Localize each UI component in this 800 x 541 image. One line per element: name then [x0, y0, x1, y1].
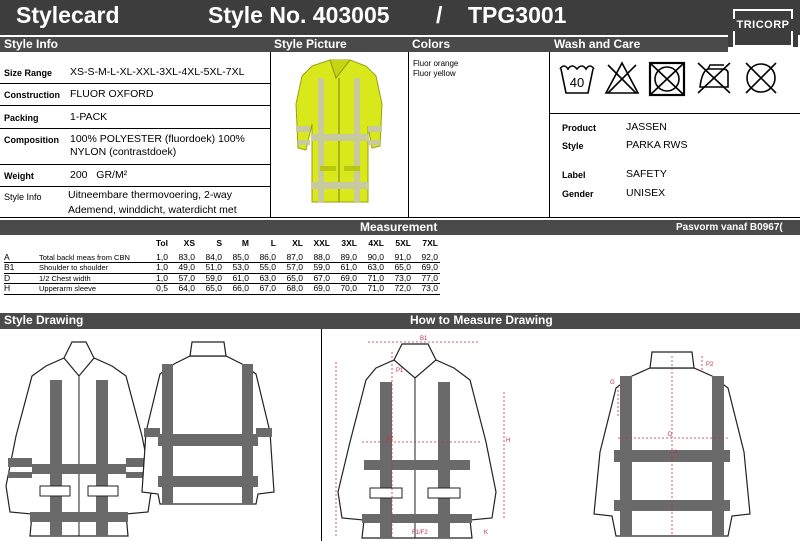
style-drawing-heading: Style Drawing — [0, 313, 322, 329]
style-value: PARKA RWS — [626, 139, 688, 151]
cell: 87,0 — [286, 251, 303, 262]
wash-care-heading: Wash and Care — [550, 37, 728, 52]
col-header: Tol — [155, 238, 168, 248]
mark-p1: P1 — [396, 368, 404, 374]
cell: 67,0 — [259, 283, 276, 293]
style-code: TPG3001 — [468, 2, 567, 28]
color-fluor-yellow: Fluor yellow — [413, 69, 456, 78]
gender-label: Gender — [562, 189, 594, 199]
cell: 91,0 — [394, 251, 411, 262]
cell: 59,0 — [205, 272, 222, 283]
cell: 57,0 — [286, 262, 303, 272]
col-header: 3XL — [341, 238, 357, 248]
row-name: Upperarm sleeve — [39, 284, 97, 293]
cell: 83,0 — [178, 251, 195, 262]
col-header: XS — [183, 238, 195, 248]
cell: 0,5 — [156, 283, 168, 293]
how-to-measure-heading — [322, 313, 800, 329]
label-label: Label — [562, 170, 586, 180]
cell: 55,0 — [259, 262, 276, 272]
cell: 61,0 — [340, 262, 357, 272]
cell: 66,0 — [232, 283, 249, 293]
cell: 1,0 — [156, 272, 168, 283]
cell: 73,0 — [394, 272, 411, 283]
how-to-measure-title: How to Measure Drawing — [410, 313, 553, 327]
info-label-composition: Composition — [4, 135, 59, 145]
info-label-style-info: Style Info — [4, 192, 42, 202]
cell: 53,0 — [232, 262, 249, 272]
table-row — [4, 284, 440, 295]
product-label: Product — [562, 123, 597, 133]
cell: 89,0 — [340, 251, 357, 262]
color-fluor-orange: Fluor orange — [413, 59, 459, 68]
wash-40-icon — [558, 61, 596, 95]
cell: 71,0 — [367, 283, 384, 293]
style-label: Style — [562, 141, 584, 151]
measurement-table — [4, 239, 440, 295]
cell: 1,0 — [156, 251, 168, 262]
cell: 65,0 — [286, 272, 303, 283]
measurement-title: Measurement — [360, 220, 438, 234]
cell: 59,0 — [313, 262, 330, 272]
no-tumble-dry-icon — [648, 61, 686, 97]
info-value-weight: 200 GR/M² — [70, 169, 128, 181]
info-value-style-info: Uitneembare thermovoering, 2-way Ademend, winddicht, waterdicht met — [68, 189, 237, 216]
col-header: L — [270, 238, 276, 248]
info-label-size-range: Size Range — [4, 68, 53, 78]
style-info-heading: Style Info — [0, 37, 270, 52]
style-picture-heading: Style Picture — [270, 37, 408, 52]
cell: 92,0 — [421, 251, 438, 262]
style-picture-jacket — [272, 54, 406, 214]
cell: 69,0 — [421, 262, 438, 272]
col-header: 7XL — [422, 238, 438, 248]
table-row — [4, 253, 440, 263]
cell: 69,0 — [313, 283, 330, 293]
style-separator: / — [436, 2, 443, 28]
no-bleach-icon — [604, 61, 640, 95]
cell: 57,0 — [178, 272, 195, 283]
cell: 85,0 — [232, 251, 249, 262]
mark-p2: P2 — [706, 362, 714, 368]
col-header: 5XL — [395, 238, 411, 248]
mark-g: G — [610, 380, 615, 386]
no-iron-icon — [694, 61, 734, 95]
fit-note: Pasvorm vanaf B0967( — [676, 222, 783, 233]
table-row — [4, 273, 440, 284]
row-code: B1 — [4, 262, 15, 272]
product-value: JASSEN — [626, 121, 667, 133]
col-header: M — [241, 238, 249, 248]
mark-b1: B1 — [420, 336, 428, 342]
wash-temperature: 40 — [569, 75, 585, 90]
row-code: D — [4, 272, 11, 283]
logo-text: TRICORP — [732, 19, 794, 31]
info-value-size-range: XS-S-M-L-XL-XXL-3XL-4XL-5XL-7XL — [70, 66, 245, 78]
page-title: Stylecard — [16, 2, 120, 28]
cell: 63,0 — [367, 262, 384, 272]
info-label-packing: Packing — [4, 113, 39, 123]
cell: 51,0 — [205, 262, 222, 272]
jacket-front-drawing — [2, 336, 156, 540]
mark-a: A — [674, 450, 679, 456]
mark-d: D — [668, 432, 673, 438]
cell: 71,0 — [367, 272, 384, 283]
cell: 65,0 — [205, 283, 222, 293]
cell: 72,0 — [394, 283, 411, 293]
cell: 69,0 — [340, 272, 357, 283]
cell: 63,0 — [259, 272, 276, 283]
measurement-header-row — [4, 239, 440, 249]
info-value-packing: 1-PACK — [70, 111, 108, 123]
cell: 86,0 — [259, 251, 276, 262]
info-value-composition: 100% POLYESTER (fluordoek) 100% NYLON (contrastdoek) — [70, 133, 245, 158]
gender-value: UNISEX — [626, 187, 666, 199]
cell: 77,0 — [421, 272, 438, 283]
row-name: Shoulder to shoulder — [39, 263, 109, 272]
header-bar — [0, 0, 800, 35]
cell: 90,0 — [367, 251, 384, 262]
measurement-heading — [0, 220, 800, 235]
info-value-construction: FLUOR OXFORD — [70, 88, 154, 100]
style-number: Style No. 403005 — [208, 2, 390, 28]
col-header: S — [216, 238, 222, 248]
colors-heading: Colors — [408, 37, 550, 52]
wash-care-symbols — [552, 55, 800, 113]
tricorp-logo — [728, 3, 798, 47]
cell: 84,0 — [205, 251, 222, 262]
cell: 88,0 — [313, 251, 330, 262]
cell: 73,0 — [421, 283, 438, 293]
mark-h: H — [506, 438, 511, 444]
cell: 65,0 — [394, 262, 411, 272]
cell: 64,0 — [178, 283, 195, 293]
row-code: A — [4, 251, 10, 262]
mark-k: K — [484, 530, 489, 536]
cell: 70,0 — [340, 283, 357, 293]
cell: 68,0 — [286, 283, 303, 293]
info-label-weight: Weight — [4, 171, 34, 181]
cell: 61,0 — [232, 272, 249, 283]
cell: 1,0 — [156, 262, 168, 272]
row-name: 1/2 Chest width — [39, 273, 91, 283]
no-dry-clean-icon — [742, 59, 780, 97]
cell: 67,0 — [313, 272, 330, 283]
info-label-construction: Construction — [4, 90, 60, 100]
col-header: 4XL — [368, 238, 384, 248]
label-value: SAFETY — [626, 168, 667, 180]
col-header: XL — [292, 238, 303, 248]
row-code: H — [4, 283, 11, 293]
mark-a2: A2 — [386, 436, 394, 442]
mark-f: F1/F2 — [412, 530, 428, 536]
measure-front-drawing — [332, 332, 516, 540]
col-header: XXL — [313, 238, 330, 248]
jacket-back-drawing — [134, 336, 282, 506]
cell: 49,0 — [178, 262, 195, 272]
row-name: Total backl meas from CBN — [39, 252, 130, 262]
measure-back-drawing — [588, 346, 756, 538]
table-row — [4, 263, 440, 274]
